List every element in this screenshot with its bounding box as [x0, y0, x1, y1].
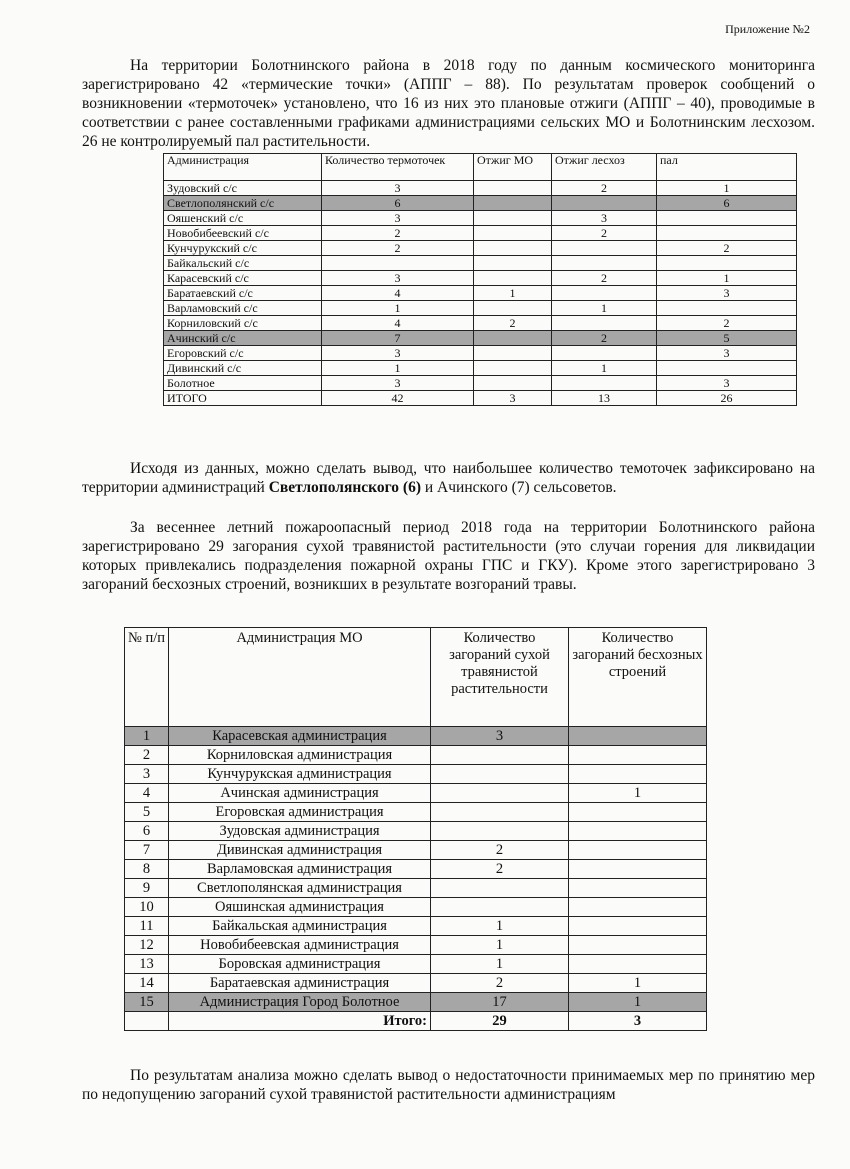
wildfire-cell: 2 — [657, 241, 797, 256]
wildfire-cell: 3 — [657, 346, 797, 361]
burn-mo-cell — [474, 181, 552, 196]
table-row — [125, 898, 707, 917]
admin-cell: Егоровский с/с — [164, 346, 322, 361]
building-fires-cell: 1 — [569, 993, 707, 1012]
count-cell: 2 — [322, 241, 474, 256]
burn-mo-cell — [474, 331, 552, 346]
burn-mo-cell — [474, 301, 552, 316]
building-fires-cell — [569, 746, 707, 765]
table-row — [125, 917, 707, 936]
wildfire-cell: 26 — [657, 391, 797, 406]
grass-fires-cell — [431, 898, 569, 917]
burn-forestry-cell: 3 — [552, 211, 657, 226]
grass-fires-table — [124, 627, 707, 1031]
building-fires-cell — [569, 803, 707, 822]
col-header-count: Количество термоточек — [322, 154, 474, 181]
row-number-cell: 6 — [125, 822, 169, 841]
intro-paragraph: На территории Болотнинского района в 2018 году по данным космического мониторинга зарегистрировано 42 «термические точки» (АППГ – 88). По результатам проверок сообщений о возникновении «термоточек» установлено, что 16 из них это плановые отжиги (АППГ – 40), проводимые в соответствии с ранее составленными графиками администрациями сельских МО и Болотнинским лесхозом. 26 не контролируемый пал растительности. — [82, 57, 815, 150]
row-number-cell: 15 — [125, 993, 169, 1012]
count-cell: 3 — [322, 376, 474, 391]
total-label: Итого: — [169, 1012, 431, 1031]
building-fires-cell — [569, 841, 707, 860]
wildfire-cell — [657, 226, 797, 241]
building-fires-cell — [569, 936, 707, 955]
conclusion-highlight: Светлополянского (6) — [268, 479, 422, 496]
count-cell: 7 — [322, 331, 474, 346]
table-row — [125, 841, 707, 860]
burn-mo-cell: 3 — [474, 391, 552, 406]
col-header-wildfire: пал — [657, 154, 797, 181]
row-number-cell: 8 — [125, 860, 169, 879]
fires-paragraph: За весеннее летний пожароопасный период 2018 года на территории Болотнинского района зарегистрировано 29 загорания сухой травянистой растительности (это случаи горения для ликвидации которых привлекались подразделения пожарной охраны ГПС и ГКУ). Кроме этого зарегистрировано 3 загораний бесхозных строений, возникших в результате возгораний травы. — [82, 519, 815, 593]
table-header-row — [164, 154, 797, 181]
burn-mo-cell — [474, 211, 552, 226]
admin-cell: Варламовская администрация — [169, 860, 431, 879]
burn-forestry-cell: 2 — [552, 271, 657, 286]
row-number-cell: 14 — [125, 974, 169, 993]
burn-forestry-cell: 1 — [552, 301, 657, 316]
grass-fires-cell: 3 — [431, 727, 569, 746]
admin-cell: Кунчурукская администрация — [169, 765, 431, 784]
admin-cell: Баратаевская администрация — [169, 974, 431, 993]
admin-cell: Байкальский с/с — [164, 256, 322, 271]
grass-fires-cell — [431, 746, 569, 765]
table-row — [125, 746, 707, 765]
table-row — [125, 803, 707, 822]
burn-mo-cell — [474, 361, 552, 376]
wildfire-cell: 1 — [657, 181, 797, 196]
wildfire-cell: 6 — [657, 196, 797, 211]
grass-fires-cell: 2 — [431, 841, 569, 860]
admin-cell: Светлополянская администрация — [169, 879, 431, 898]
count-cell: 2 — [322, 226, 474, 241]
table-row — [164, 331, 797, 346]
col-header-building-fires: Количество загораний бесхозных строений — [569, 628, 707, 727]
table-row — [164, 271, 797, 286]
grass-fires-cell — [431, 765, 569, 784]
grass-fires-cell: 2 — [431, 860, 569, 879]
wildfire-cell — [657, 301, 797, 316]
admin-cell: Ояшенский с/с — [164, 211, 322, 226]
admin-cell: Карасевский с/с — [164, 271, 322, 286]
col-header-burn-mo: Отжиг МО — [474, 154, 552, 181]
table-row — [164, 211, 797, 226]
admin-cell: Зудовская администрация — [169, 822, 431, 841]
table-row — [125, 860, 707, 879]
table-total-row — [125, 1012, 707, 1031]
burn-forestry-cell: 13 — [552, 391, 657, 406]
table-row — [164, 376, 797, 391]
col-header-burn-forestry: Отжиг лесхоз — [552, 154, 657, 181]
building-fires-cell: 1 — [569, 784, 707, 803]
grass-fires-cell: 1 — [431, 936, 569, 955]
admin-cell: Новобибеевская администрация — [169, 936, 431, 955]
row-number-cell: 5 — [125, 803, 169, 822]
row-number-cell: 11 — [125, 917, 169, 936]
building-fires-cell — [569, 765, 707, 784]
conclusion-paragraph — [82, 459, 815, 497]
row-number-cell: 13 — [125, 955, 169, 974]
admin-cell: Дивинский с/с — [164, 361, 322, 376]
admin-cell: Светлополянский с/с — [164, 196, 322, 211]
row-number-cell: 10 — [125, 898, 169, 917]
burn-mo-cell: 2 — [474, 316, 552, 331]
building-fires-cell — [569, 860, 707, 879]
admin-cell: Зудовский с/с — [164, 181, 322, 196]
admin-cell: Корниловский с/с — [164, 316, 322, 331]
col-header-administration: Администрация — [164, 154, 322, 181]
admin-cell: ИТОГО — [164, 391, 322, 406]
burn-forestry-cell — [552, 286, 657, 301]
admin-cell: Варламовский с/с — [164, 301, 322, 316]
admin-cell: Болотное — [164, 376, 322, 391]
count-cell: 4 — [322, 316, 474, 331]
count-cell: 3 — [322, 211, 474, 226]
closing-paragraph: По результатам анализа можно сделать вывод о недостаточности принимаемых мер по принятию мер по недопущению загораний сухой травянистой растительности администрациям — [82, 1067, 815, 1103]
count-cell: 42 — [322, 391, 474, 406]
table-row — [164, 196, 797, 211]
table-row — [125, 955, 707, 974]
col-header-administration: Администрация МО — [169, 628, 431, 727]
table-row — [164, 361, 797, 376]
grass-fires-cell — [431, 879, 569, 898]
wildfire-cell: 1 — [657, 271, 797, 286]
table-row — [125, 822, 707, 841]
table-row — [125, 879, 707, 898]
count-cell: 6 — [322, 196, 474, 211]
wildfire-cell: 3 — [657, 286, 797, 301]
table-row — [125, 727, 707, 746]
wildfire-cell — [657, 361, 797, 376]
building-fires-cell — [569, 879, 707, 898]
burn-forestry-cell — [552, 196, 657, 211]
admin-cell: Ояшинская администрация — [169, 898, 431, 917]
admin-cell: Боровская администрация — [169, 955, 431, 974]
total-buildings: 3 — [569, 1012, 707, 1031]
count-cell: 1 — [322, 361, 474, 376]
admin-cell: Корниловская администрация — [169, 746, 431, 765]
wildfire-cell — [657, 211, 797, 226]
count-cell — [322, 256, 474, 271]
count-cell: 1 — [322, 301, 474, 316]
row-number-cell: 7 — [125, 841, 169, 860]
table-row — [164, 241, 797, 256]
table-row — [164, 286, 797, 301]
conclusion-text-end: и Ачинского (7) сельсоветов. — [421, 479, 617, 496]
burn-mo-cell — [474, 346, 552, 361]
burn-mo-cell: 1 — [474, 286, 552, 301]
row-number-cell: 9 — [125, 879, 169, 898]
burn-forestry-cell: 2 — [552, 181, 657, 196]
wildfire-cell — [657, 256, 797, 271]
building-fires-cell — [569, 727, 707, 746]
count-cell: 3 — [322, 181, 474, 196]
table-row — [125, 974, 707, 993]
table-row — [164, 256, 797, 271]
table-row — [164, 181, 797, 196]
building-fires-cell — [569, 898, 707, 917]
wildfire-cell: 2 — [657, 316, 797, 331]
table-header-row — [125, 628, 707, 727]
table-row — [164, 226, 797, 241]
appendix-label: Приложение №2 — [725, 22, 810, 36]
count-cell: 4 — [322, 286, 474, 301]
burn-forestry-cell — [552, 316, 657, 331]
burn-forestry-cell — [552, 376, 657, 391]
row-number-cell: 1 — [125, 727, 169, 746]
burn-mo-cell — [474, 256, 552, 271]
table-row — [125, 784, 707, 803]
row-number-cell: 12 — [125, 936, 169, 955]
building-fires-cell — [569, 917, 707, 936]
table-row — [125, 765, 707, 784]
burn-forestry-cell — [552, 346, 657, 361]
table-row — [164, 316, 797, 331]
burn-forestry-cell — [552, 256, 657, 271]
row-number-cell: 4 — [125, 784, 169, 803]
total-grass: 29 — [431, 1012, 569, 1031]
burn-forestry-cell: 1 — [552, 361, 657, 376]
building-fires-cell: 1 — [569, 974, 707, 993]
admin-cell: Ачинская администрация — [169, 784, 431, 803]
building-fires-cell — [569, 822, 707, 841]
table-row — [164, 346, 797, 361]
admin-cell: Егоровская администрация — [169, 803, 431, 822]
grass-fires-cell — [431, 822, 569, 841]
burn-mo-cell — [474, 241, 552, 256]
col-header-number: № п/п — [125, 628, 169, 727]
grass-fires-cell — [431, 803, 569, 822]
grass-fires-cell — [431, 784, 569, 803]
table-row — [125, 993, 707, 1012]
admin-cell: Кунчурукский с/с — [164, 241, 322, 256]
admin-cell: Администрация Город Болотное — [169, 993, 431, 1012]
admin-cell: Карасевская администрация — [169, 727, 431, 746]
row-number-cell: 3 — [125, 765, 169, 784]
table-row — [164, 391, 797, 406]
wildfire-cell: 5 — [657, 331, 797, 346]
burn-forestry-cell — [552, 241, 657, 256]
grass-fires-cell: 17 — [431, 993, 569, 1012]
burn-mo-cell — [474, 271, 552, 286]
admin-cell: Ачинский с/с — [164, 331, 322, 346]
burn-mo-cell — [474, 226, 552, 241]
grass-fires-cell: 2 — [431, 974, 569, 993]
admin-cell: Новобибеевский с/с — [164, 226, 322, 241]
grass-fires-cell: 1 — [431, 955, 569, 974]
burn-mo-cell — [474, 376, 552, 391]
conclusion-text: Исходя из данных, можно сделать вывод, что наибольшее количество темоточек зафиксировано на территории администраций — [82, 460, 815, 496]
table-row — [164, 301, 797, 316]
count-cell: 3 — [322, 346, 474, 361]
building-fires-cell — [569, 955, 707, 974]
burn-forestry-cell: 2 — [552, 331, 657, 346]
admin-cell: Байкальская администрация — [169, 917, 431, 936]
burn-mo-cell — [474, 196, 552, 211]
col-header-grass-fires: Количество загораний сухой травянистой растительности — [431, 628, 569, 727]
row-number-cell: 2 — [125, 746, 169, 765]
table-row — [125, 936, 707, 955]
burn-forestry-cell: 2 — [552, 226, 657, 241]
grass-fires-cell: 1 — [431, 917, 569, 936]
wildfire-cell: 3 — [657, 376, 797, 391]
thermal-points-table — [163, 153, 797, 406]
count-cell: 3 — [322, 271, 474, 286]
total-empty-cell — [125, 1012, 169, 1031]
admin-cell: Дивинская администрация — [169, 841, 431, 860]
admin-cell: Баратаевский с/с — [164, 286, 322, 301]
